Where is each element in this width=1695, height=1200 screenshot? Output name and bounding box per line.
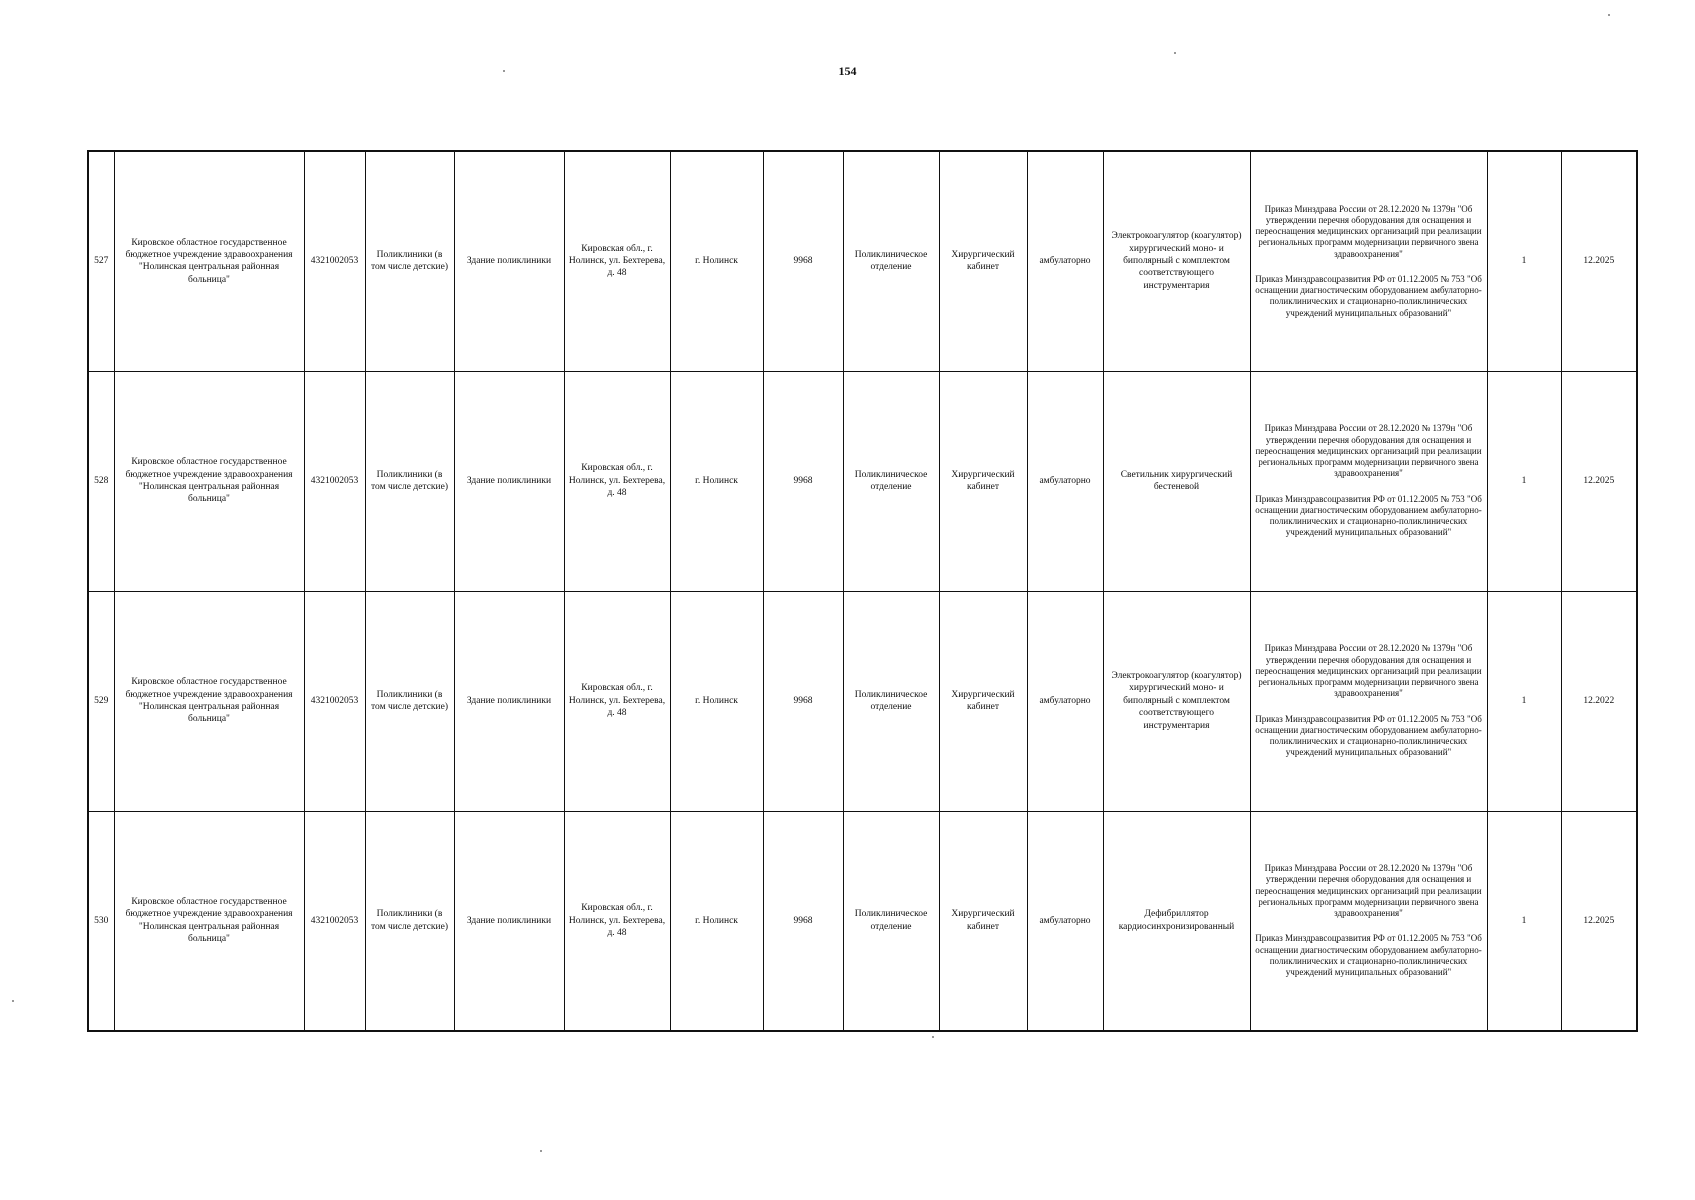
institution-name: Кировское областное государственное бюджетное учреждение здравоохранения "Нолинская центральная районная больница": [114, 591, 304, 811]
institution-name: Кировское областное государственное бюджетное учреждение здравоохранения "Нолинская центральная районная больница": [114, 811, 304, 1031]
table-row: [88, 591, 1637, 811]
scan-speck: [503, 70, 505, 72]
facility-type: Поликлиники (в том числе детские): [365, 151, 454, 371]
inn-code: 4321002053: [304, 151, 365, 371]
building-name: Здание поликлиники: [454, 151, 564, 371]
population: 9968: [763, 591, 843, 811]
row-number: 528: [88, 371, 114, 591]
legal-basis: [1250, 811, 1487, 1031]
row-number: 529: [88, 591, 114, 811]
city: г. Нолинск: [670, 591, 763, 811]
legal-basis: [1250, 151, 1487, 371]
building-name: Здание поликлиники: [454, 371, 564, 591]
room: Хирургический кабинет: [939, 371, 1027, 591]
table-row: [88, 811, 1637, 1031]
institution-name: Кировское областное государственное бюджетное учреждение здравоохранения "Нолинская центральная районная больница": [114, 371, 304, 591]
scan-speck: [1174, 52, 1176, 54]
order-2: Приказ Минздравсоцразвития РФ от 01.12.2005 № 753 "Об оснащении диагностическим оборудованием амбулаторно-поликлинических и стационарно-поликлинических учреждений муниципальных образований": [1255, 933, 1482, 978]
row-number: 530: [88, 811, 114, 1031]
inn-code: 4321002053: [304, 811, 365, 1031]
scan-speck: [1608, 14, 1610, 16]
date: 12.2025: [1561, 371, 1637, 591]
facility-type: Поликлиники (в том числе детские): [365, 371, 454, 591]
page-number: 154: [838, 64, 857, 78]
department: Поликлиническое отделение: [843, 811, 939, 1031]
order-1: Приказ Минздрава России от 28.12.2020 № 1379н "Об утверждении перечня оборудования для оснащения и переоснащения медицинских организаций при реализации региональных программ модернизации первичного звена здравоохранения": [1255, 423, 1482, 479]
department: Поликлиническое отделение: [843, 371, 939, 591]
order-1: Приказ Минздрава России от 28.12.2020 № 1379н "Об утверждении перечня оборудования для оснащения и переоснащения медицинских организаций при реализации региональных программ модернизации первичного звена здравоохранения": [1255, 203, 1482, 259]
row-number: 527: [88, 151, 114, 371]
city: г. Нолинск: [670, 371, 763, 591]
order-2: Приказ Минздравсоцразвития РФ от 01.12.2005 № 753 "Об оснащении диагностическим оборудованием амбулаторно-поликлинических и стационарно-поликлинических учреждений муниципальных образований": [1255, 273, 1482, 318]
address: Кировская обл., г. Нолинск, ул. Бехтерева, д. 48: [564, 811, 670, 1031]
quantity: 1: [1487, 591, 1561, 811]
address: Кировская обл., г. Нолинск, ул. Бехтерева, д. 48: [564, 591, 670, 811]
care-mode: амбулаторно: [1027, 151, 1103, 371]
room: Хирургический кабинет: [939, 811, 1027, 1031]
equipment-name: Светильник хирургический бестеневой: [1103, 371, 1250, 591]
quantity: 1: [1487, 151, 1561, 371]
facility-type: Поликлиники (в том числе детские): [365, 591, 454, 811]
city: г. Нолинск: [670, 811, 763, 1031]
quantity: 1: [1487, 811, 1561, 1031]
department: Поликлиническое отделение: [843, 151, 939, 371]
order-2: Приказ Минздравсоцразвития РФ от 01.12.2005 № 753 "Об оснащении диагностическим оборудованием амбулаторно-поликлинических и стационарно-поликлинических учреждений муниципальных образований": [1255, 713, 1482, 758]
scan-speck: [12, 1000, 14, 1002]
table-row: [88, 371, 1637, 591]
equipment-name: Дефибриллятор кардиосинхронизированный: [1103, 811, 1250, 1031]
inn-code: 4321002053: [304, 591, 365, 811]
room: Хирургический кабинет: [939, 151, 1027, 371]
date: 12.2022: [1561, 591, 1637, 811]
facility-type: Поликлиники (в том числе детские): [365, 811, 454, 1031]
population: 9968: [763, 811, 843, 1031]
population: 9968: [763, 371, 843, 591]
care-mode: амбулаторно: [1027, 591, 1103, 811]
date: 12.2025: [1561, 151, 1637, 371]
scan-speck: [540, 1150, 542, 1152]
inn-code: 4321002053: [304, 371, 365, 591]
legal-basis: [1250, 371, 1487, 591]
room: Хирургический кабинет: [939, 591, 1027, 811]
care-mode: амбулаторно: [1027, 811, 1103, 1031]
table-row: [88, 151, 1637, 371]
quantity: 1: [1487, 371, 1561, 591]
address: Кировская обл., г. Нолинск, ул. Бехтерева, д. 48: [564, 371, 670, 591]
equipment-table: [87, 150, 1638, 1032]
city: г. Нолинск: [670, 151, 763, 371]
department: Поликлиническое отделение: [843, 591, 939, 811]
building-name: Здание поликлиники: [454, 811, 564, 1031]
legal-basis: [1250, 591, 1487, 811]
care-mode: амбулаторно: [1027, 371, 1103, 591]
scan-speck: [932, 1036, 934, 1038]
address: Кировская обл., г. Нолинск, ул. Бехтерева, д. 48: [564, 151, 670, 371]
order-2: Приказ Минздравсоцразвития РФ от 01.12.2005 № 753 "Об оснащении диагностическим оборудованием амбулаторно-поликлинических и стационарно-поликлинических учреждений муниципальных образований": [1255, 493, 1482, 538]
equipment-name: Электрокоагулятор (коагулятор) хирургический моно- и биполярный с комплектом соответствующего инструментария: [1103, 151, 1250, 371]
order-1: Приказ Минздрава России от 28.12.2020 № 1379н "Об утверждении перечня оборудования для оснащения и переоснащения медицинских организаций при реализации региональных программ модернизации первичного звена здравоохранения": [1255, 863, 1482, 919]
building-name: Здание поликлиники: [454, 591, 564, 811]
equipment-name: Электрокоагулятор (коагулятор) хирургический моно- и биполярный с комплектом соответствующего инструментария: [1103, 591, 1250, 811]
institution-name: Кировское областное государственное бюджетное учреждение здравоохранения "Нолинская центральная районная больница": [114, 151, 304, 371]
order-1: Приказ Минздрава России от 28.12.2020 № 1379н "Об утверждении перечня оборудования для оснащения и переоснащения медицинских организаций при реализации региональных программ модернизации первичного звена здравоохранения": [1255, 643, 1482, 699]
date: 12.2025: [1561, 811, 1637, 1031]
population: 9968: [763, 151, 843, 371]
